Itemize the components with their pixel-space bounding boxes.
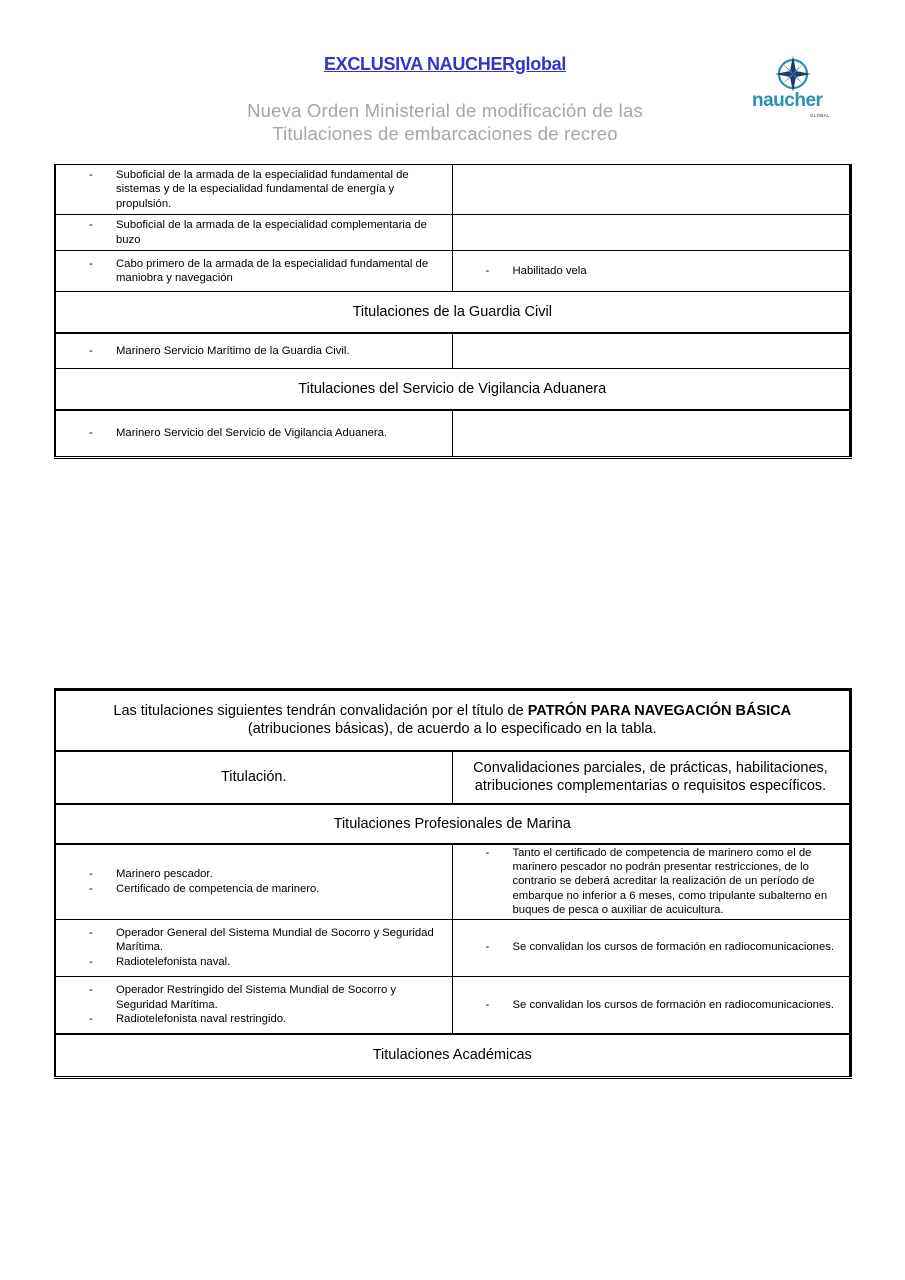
section-header-row <box>55 1034 850 1077</box>
table-row <box>55 165 850 215</box>
list-item: - Cabo primero de la armada de la especialidad fundamental de maniobra y navegación <box>89 257 429 285</box>
column-header-titulacion: Titulación. <box>55 751 452 804</box>
intro-text: Las titulaciones siguientes tendrán convalidación por el título de PATRÓN PARA NAVEGACIÓN BÁSICA (atribuciones básicas), de acuerdo a lo especificado en la tabla. <box>113 702 792 738</box>
section-header-row <box>55 369 850 410</box>
logo-subtext: GLOBAL <box>810 113 830 118</box>
list-item: - Marinero Servicio del Servicio de Vigilancia Aduanera. <box>89 427 388 440</box>
logo-wordmark: naucher <box>752 90 823 111</box>
convalidacion-table <box>54 688 852 1079</box>
list-item: - Se convalidan los cursos de formación en radiocomunicaciones. <box>485 998 835 1011</box>
column-header-convalidaciones: Convalidaciones parciales, de prácticas, habilitaciones, atribuciones complementarias o requisitos específicos. <box>452 751 850 804</box>
section-title-aduanera: Titulaciones del Servicio de Vigilancia Aduanera <box>55 369 850 410</box>
list-item: - Tanto el certificado de competencia de marinero como el de marinero pescador no podrán presentar restricciones, de lo contrario se deberá acreditar la realización de un período de embarque no inferior a 6 meses, como tripulante subalterno en buques de pesca o auxiliar de acuicultura. <box>485 846 828 917</box>
list-item: - Operador Restringido del Sistema Mundial de Socorro y Seguridad Marítima. <box>89 984 397 1011</box>
list-item: - Suboficial de la armada de la especialidad fundamental de sistemas y de la especialidad fundamental de energía y propulsión. <box>89 169 409 210</box>
compass-rose-icon <box>748 54 840 94</box>
table-row <box>55 844 850 920</box>
subtitle-line-1: Nueva Orden Ministerial de modificación de las <box>247 100 643 121</box>
subtitle-line-2: Titulaciones de embarcaciones de recreo <box>272 123 618 144</box>
section-title-academicas: Titulaciones Académicas <box>55 1034 850 1077</box>
list-item: - Radiotelefonista naval. <box>89 955 231 968</box>
list-item: - Habilitado vela <box>485 264 587 277</box>
list-item: - Certificado de competencia de marinero. <box>89 882 320 895</box>
naucher-logo <box>748 54 840 120</box>
titulaciones-table-1 <box>54 164 852 459</box>
list-item: - Se convalidan los cursos de formación en radiocomunicaciones. <box>485 941 835 954</box>
list-item: - Operador General del Sistema Mundial de Socorro y Seguridad Marítima. <box>89 926 434 954</box>
list-item: - Radiotelefonista naval restringido. <box>89 1012 287 1025</box>
table-row <box>55 215 850 251</box>
intro-row <box>55 690 850 751</box>
table-row <box>55 410 850 458</box>
list-item: - Suboficial de la armada de la especialidad complementaria de buzo <box>89 219 427 246</box>
exclusive-link[interactable]: EXCLUSIVA NAUCHERglobal <box>323 54 567 74</box>
patron-title: PATRÓN PARA NAVEGACIÓN BÁSICA <box>527 702 792 719</box>
table-row <box>55 919 850 976</box>
list-item: - Marinero pescador. <box>89 868 213 881</box>
column-header-row <box>55 751 850 804</box>
table-row <box>55 251 850 292</box>
list-item: - Marinero Servicio Marítimo de la Guardia Civil. <box>89 344 350 357</box>
section-title-guardia-civil: Titulaciones de la Guardia Civil <box>55 292 850 333</box>
section-header-row <box>55 292 850 333</box>
section-header-row <box>55 804 850 844</box>
table-row <box>55 333 850 369</box>
section-title-profesionales: Titulaciones Profesionales de Marina <box>55 804 850 844</box>
table-row <box>55 976 850 1034</box>
